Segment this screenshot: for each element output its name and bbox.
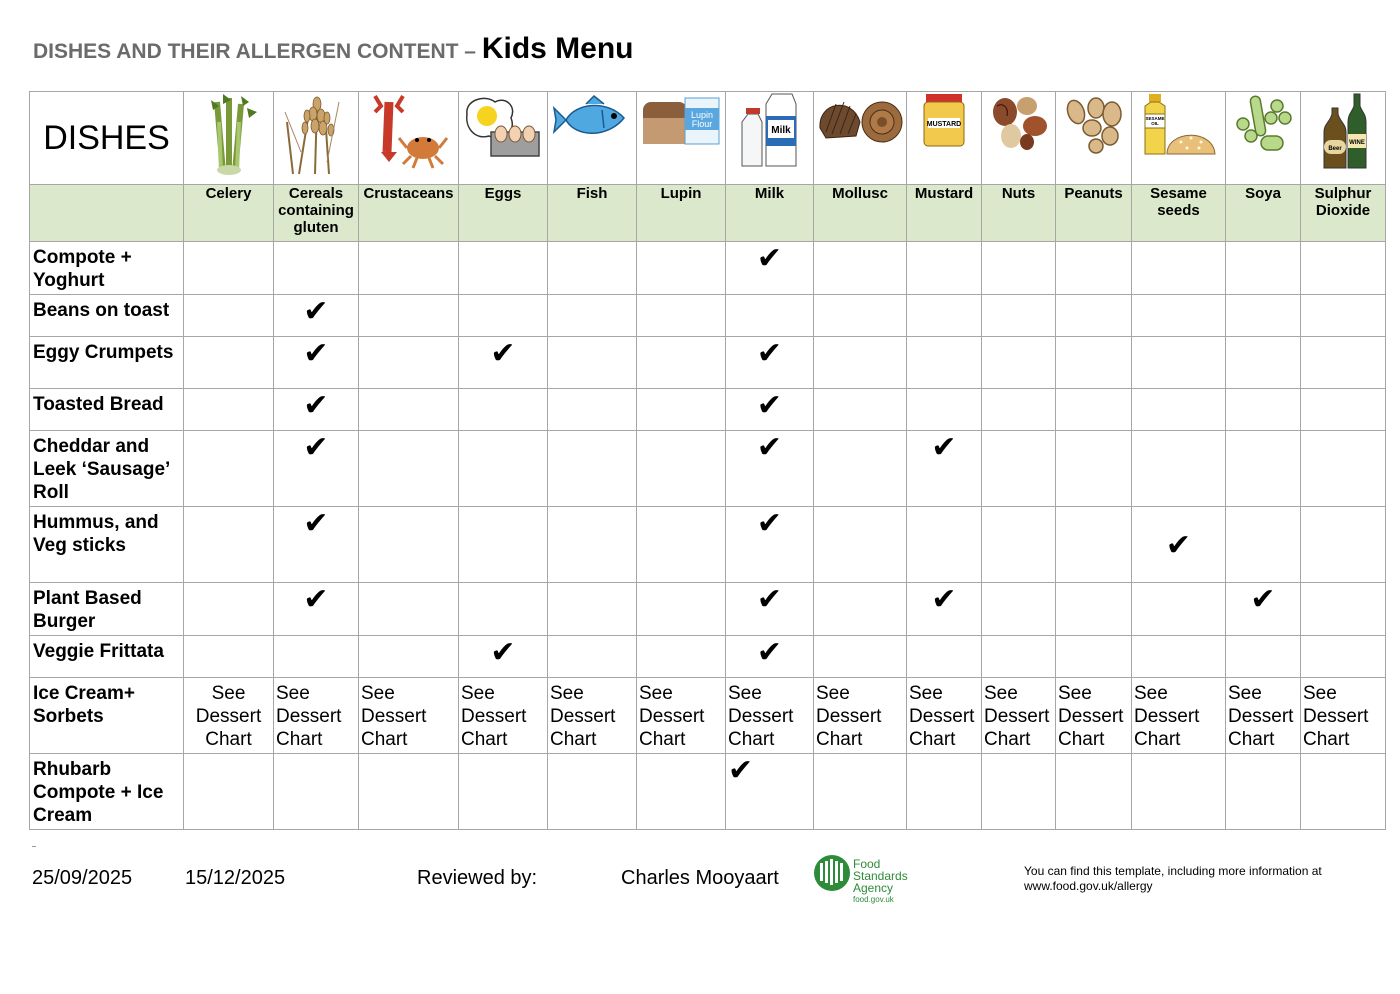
allergen-cell [814,242,907,295]
fsa-logo-line2: Standards [853,869,908,883]
see-dessert-chart-cell [359,678,459,754]
see-dessert-chart-line2: Dessert [728,706,794,727]
date-1: 25/09/2025 [32,867,133,889]
allergen-cell [982,754,1056,830]
allergen-cell [726,431,814,507]
allergen-cell [1132,389,1226,431]
see-dessert-chart-cell [184,678,274,754]
allergen-cell [1226,295,1301,337]
allergen-cell [982,389,1056,431]
see-dessert-chart-line3: Chart [1228,729,1275,750]
allergen-name: Mustard [907,185,982,242]
table-row [30,754,1386,830]
lupin-label-2: Flour [691,119,713,129]
divider-dot [32,846,36,847]
allergen-cell [274,431,359,507]
see-dessert-chart-line1: See [984,683,1018,704]
allergen-cell [548,431,637,507]
allergen-cell [459,754,548,830]
milk-icon [726,92,814,185]
allergen-cell [1132,754,1226,830]
allergen-cell [814,431,907,507]
see-dessert-chart-line1: See [1303,683,1337,704]
see-dessert-chart-line2: Dessert [361,706,427,727]
celery-icon [184,92,274,185]
allergen-cell [1056,507,1132,583]
dish-name: Veggie Frittata [30,636,184,678]
allergen-cell [1132,636,1226,678]
check-mark-icon: ✔ [303,431,329,464]
check-mark-icon: ✔ [756,507,783,540]
template-note: You can find this template, including more information at www.food.gov.uk/allergy [1024,864,1322,893]
allergen-cell [1132,242,1226,295]
milk-label: Milk [770,125,791,136]
see-dessert-chart-line1: See [1058,683,1092,704]
dish-name: Beans on toast [30,295,184,337]
allergen-cell [1056,754,1132,830]
see-dessert-chart-line2: Dessert [1058,706,1124,727]
allergen-cell [907,337,982,389]
table-row [30,583,1386,636]
reviewed-by-label: Reviewed by: [417,867,538,889]
mustard-label: MUSTARD [926,121,962,128]
see-dessert-chart-line1: See [361,683,395,704]
allergen-cell [814,389,907,431]
allergen-cell [184,389,274,431]
allergen-cell [359,295,459,337]
allergen-cell [1301,583,1386,636]
dish-name: Ice Cream+ Sorbets [30,678,184,754]
table-row [30,295,1386,337]
allergen-cell [814,295,907,337]
allergen-cell [548,389,637,431]
allergen-cell [637,295,726,337]
allergen-cell [814,507,907,583]
allergen-cell [1132,507,1226,583]
allergen-cell [726,337,814,389]
see-dessert-chart-cell [1301,678,1386,754]
allergen-cell [184,295,274,337]
sesame-label-2: OIL [1150,121,1159,126]
allergen-cell [548,337,637,389]
title-main: Kids Menu [481,32,634,65]
see-dessert-chart-cell [1226,678,1301,754]
allergen-cell [459,507,548,583]
allergen-cell [274,507,359,583]
see-dessert-chart-line1: See [211,683,246,704]
see-dessert-chart-line3: Chart [276,729,323,750]
see-dessert-chart-line2: Dessert [276,706,342,727]
allergen-name: Sulphur Dioxide [1301,185,1386,242]
see-dessert-chart-line1: See [1134,683,1168,704]
allergen-cell [637,636,726,678]
allergen-name: Sesame seeds [1132,185,1226,242]
lupin-icon [637,92,726,185]
dish-name: Cheddar and Leek ‘Sausage’ Roll [30,431,184,507]
allergen-cell [459,242,548,295]
allergen-cell [982,295,1056,337]
allergen-cell [1226,431,1301,507]
check-mark-icon: ✔ [756,389,783,422]
allergen-cell [274,636,359,678]
allergen-cell [1301,242,1386,295]
allergen-name: Cereals containing gluten [274,185,359,242]
allergen-cell [459,431,548,507]
see-dessert-chart-line3: Chart [550,729,597,750]
allergen-cell [1226,507,1301,583]
see-dessert-chart-line1: See [276,683,310,704]
allergen-cell [907,295,982,337]
allergen-cell [548,754,637,830]
nuts-icon [982,92,1056,185]
eggs-icon [459,92,548,185]
check-mark-icon: ✔ [1250,583,1276,616]
allergen-cell [637,583,726,636]
fsa-logo [812,853,922,905]
allergen-cell [1226,636,1301,678]
allergen-name: Crustaceans [359,185,459,242]
see-dessert-chart-line2: Dessert [550,706,616,727]
see-dessert-chart-line3: Chart [1134,729,1181,750]
check-mark-icon: ✔ [303,295,329,328]
allergen-cell [907,583,982,636]
allergen-cell [459,389,548,431]
see-dessert-chart-line3: Chart [816,729,863,750]
allergen-cell [726,242,814,295]
allergen-cell [1226,389,1301,431]
allergen-cell [359,583,459,636]
allergen-name: Peanuts [1056,185,1132,242]
allergen-cell [1301,507,1386,583]
check-mark-icon: ✔ [931,583,957,616]
allergen-cell [548,295,637,337]
allergen-cell [359,754,459,830]
fsa-logo-url: food.gov.uk [853,895,894,904]
allergen-cell [726,754,814,830]
check-mark-icon: ✔ [490,636,516,669]
allergen-name: Eggs [459,185,548,242]
see-dessert-chart-cell [982,678,1056,754]
cereals-icon [274,92,359,185]
allergen-cell [1132,295,1226,337]
see-dessert-chart-line3: Chart [1303,729,1350,750]
fsa-logo-line1: Food [853,857,881,871]
dish-name: Hummus, and Veg sticks [30,507,184,583]
check-mark-icon: ✔ [303,389,329,422]
check-mark-icon: ✔ [728,754,754,787]
see-dessert-chart-cell [637,678,726,754]
dish-name: Rhubarb Compote + Ice Cream [30,754,184,830]
see-dessert-chart-cell [274,678,359,754]
sesame-icon [1132,92,1226,185]
allergen-cell [1056,389,1132,431]
allergen-cell [459,583,548,636]
allergen-cell [359,337,459,389]
allergen-cell [1301,337,1386,389]
see-dessert-chart-line2: Dessert [909,706,975,727]
see-dessert-chart-line1: See [909,683,943,704]
allergen-cell [1301,754,1386,830]
reviewer-name: Charles Mooyaart [621,867,779,889]
mollusc-icon [814,92,907,185]
allergen-name: Lupin [637,185,726,242]
allergen-cell [982,636,1056,678]
allergen-cell [814,636,907,678]
allergen-cell [1132,583,1226,636]
allergen-cell [726,389,814,431]
allergen-cell [274,337,359,389]
see-dessert-chart-line3: Chart [909,729,956,750]
table-row [30,242,1386,295]
allergen-cell [274,583,359,636]
allergen-cell [637,507,726,583]
fsa-logo-line3: Agency [853,881,894,895]
allergen-cell [1301,636,1386,678]
see-dessert-chart-cell [459,678,548,754]
allergen-cell [1301,295,1386,337]
allergen-cell [1301,389,1386,431]
allergen-cell [274,295,359,337]
lupin-label-1: Lupin [690,110,714,120]
dishes-header: DISHES [30,92,184,185]
allergen-cell [726,295,814,337]
check-mark-icon: ✔ [490,337,516,370]
check-mark-icon: ✔ [303,583,329,616]
allergen-cell [1226,754,1301,830]
see-dessert-chart-line1: See [816,683,850,704]
see-dessert-chart-line2: Dessert [639,706,705,727]
allergen-name: Soya [1226,185,1301,242]
allergen-cell [548,242,637,295]
allergen-name-row [30,185,1386,242]
allergen-cell [637,431,726,507]
see-dessert-chart-line1: See [550,683,584,704]
allergen-cell [1056,431,1132,507]
allergen-cell [1226,242,1301,295]
allergen-cell [184,431,274,507]
see-dessert-chart-line2: Dessert [1228,706,1294,727]
see-dessert-chart-line2: Dessert [1303,706,1369,727]
allergen-cell [548,583,637,636]
see-dessert-chart-cell [726,678,814,754]
allergen-cell [907,636,982,678]
beer-label: Beer [1328,146,1342,152]
allergen-cell [726,507,814,583]
allergen-cell [274,389,359,431]
see-dessert-chart-line3: Chart [461,729,508,750]
allergen-name: Milk [726,185,814,242]
allergen-cell [459,636,548,678]
allergen-cell [359,636,459,678]
icon-row [30,92,1386,185]
check-mark-icon: ✔ [756,337,783,370]
date-2: 15/12/2025 [185,867,286,889]
allergen-cell [982,507,1056,583]
allergen-cell [459,337,548,389]
allergen-cell [359,431,459,507]
see-dessert-chart-line3: Chart [205,729,252,750]
allergen-name: Fish [548,185,637,242]
soya-icon [1226,92,1301,185]
see-dessert-chart-line3: Chart [1058,729,1105,750]
crustaceans-icon [359,92,459,185]
allergen-cell [1056,636,1132,678]
see-dessert-chart-cell [907,678,982,754]
check-mark-icon: ✔ [756,583,783,616]
check-mark-icon: ✔ [1165,528,1192,562]
allergen-cell [548,507,637,583]
dish-rows [30,242,1386,830]
allergen-cell [982,583,1056,636]
wine-label: WINE [1349,140,1365,146]
allergen-cell [726,636,814,678]
check-mark-icon: ✔ [303,507,329,540]
allergen-cell [1056,337,1132,389]
peanuts-icon [1056,92,1132,185]
allergen-cell [637,242,726,295]
table-row [30,431,1386,507]
allergen-cell [1226,583,1301,636]
allergen-cell [184,337,274,389]
allergen-cell [1056,583,1132,636]
allergen-cell [637,337,726,389]
allergen-cell [907,507,982,583]
see-dessert-chart-cell [548,678,637,754]
allergen-cell [274,242,359,295]
table-row [30,337,1386,389]
table-row [30,636,1386,678]
see-dessert-chart-line3: Chart [361,729,408,750]
see-dessert-chart-line2: Dessert [461,706,527,727]
allergen-name: Mollusc [814,185,907,242]
allergen-cell [907,242,982,295]
allergen-cell [359,242,459,295]
allergen-cell [548,636,637,678]
see-dessert-chart-cell [814,678,907,754]
table-row [30,507,1386,583]
see-dessert-chart-line2: Dessert [816,706,882,727]
see-dessert-chart-line2: Dessert [195,706,262,727]
allergen-cell [1226,337,1301,389]
see-dessert-chart-line2: Dessert [984,706,1050,727]
allergen-cell [459,295,548,337]
allergen-cell [637,754,726,830]
allergen-cell [1056,295,1132,337]
dish-name: Plant Based Burger [30,583,184,636]
allergen-cell [1132,431,1226,507]
page-title [33,32,633,66]
allergen-cell [982,337,1056,389]
mustard-icon [907,92,982,185]
fish-icon [548,92,637,185]
allergen-cell [814,337,907,389]
allergen-cell [184,507,274,583]
table-row [30,678,1386,754]
check-mark-icon: ✔ [756,242,783,275]
see-dessert-chart-line1: See [1228,683,1262,704]
see-dessert-chart-line2: Dessert [1134,706,1200,727]
allergen-cell [982,242,1056,295]
allergen-cell [359,507,459,583]
allergen-cell [359,389,459,431]
allergen-cell [982,431,1056,507]
allergen-cell [1132,337,1226,389]
allergen-cell [184,242,274,295]
sesame-label-1: SESAME [1144,116,1165,121]
dish-name: Toasted Bread [30,389,184,431]
allergen-cell [907,389,982,431]
see-dessert-chart-cell [1056,678,1132,754]
allergen-cell [814,754,907,830]
check-mark-icon: ✔ [303,337,329,370]
see-dessert-chart-line1: See [728,683,762,704]
allergen-cell [814,583,907,636]
see-dessert-chart-line3: Chart [728,729,775,750]
blank-header-cell [30,185,184,242]
allergen-cell [184,636,274,678]
allergen-name: Nuts [982,185,1056,242]
see-dessert-chart-cell [1132,678,1226,754]
check-mark-icon: ✔ [756,431,783,464]
see-dessert-chart-line1: See [461,683,495,704]
see-dessert-chart-line1: See [639,683,673,704]
check-mark-icon: ✔ [756,636,783,669]
allergen-cell [274,754,359,830]
see-dessert-chart-line3: Chart [639,729,686,750]
dish-name: Eggy Crumpets [30,337,184,389]
allergen-cell [726,583,814,636]
check-mark-icon: ✔ [931,431,957,464]
allergen-table [29,91,1386,830]
allergen-name: Celery [184,185,274,242]
dish-name: Compote + Yoghurt [30,242,184,295]
allergen-cell [637,389,726,431]
allergen-cell [1301,431,1386,507]
allergen-cell [907,431,982,507]
allergen-cell [907,754,982,830]
allergen-cell [1056,242,1132,295]
allergen-cell [184,583,274,636]
allergen-cell [184,754,274,830]
see-dessert-chart-line3: Chart [984,729,1031,750]
title-prefix: DISHES AND THEIR ALLERGEN CONTENT – [33,40,482,63]
sulphur-dioxide-icon [1301,92,1386,185]
table-row [30,389,1386,431]
